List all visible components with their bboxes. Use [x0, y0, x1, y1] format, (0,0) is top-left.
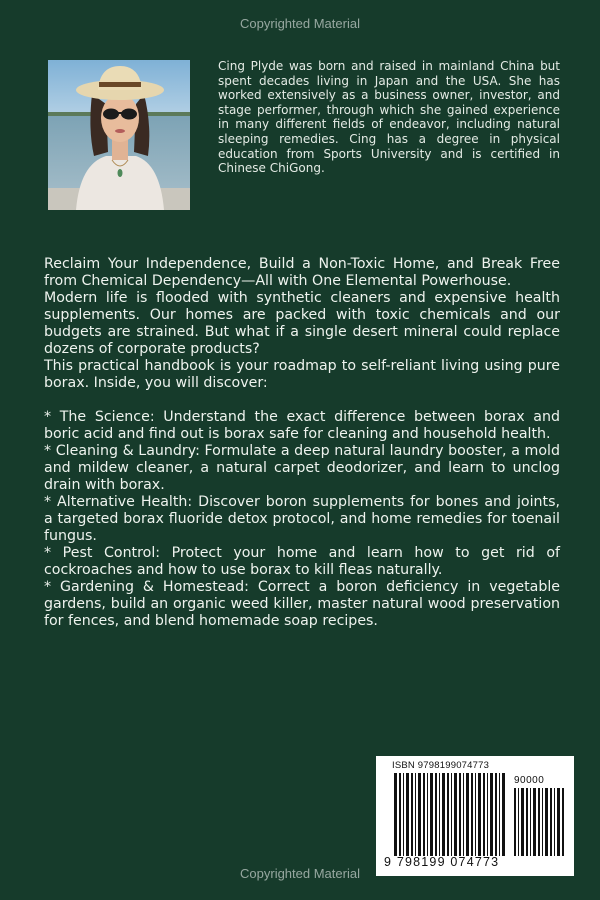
- isbn-digits: 9 798199 074773: [384, 855, 500, 869]
- blurb-bullet-pest: * Pest Control: Protect your home and learn how to get rid of cockroaches and how to use borax to kill fleas naturally.: [44, 545, 560, 578]
- isbn-label: ISBN 9798199074773: [392, 760, 490, 771]
- price-code: 90000: [514, 775, 545, 786]
- barcode-bar: [554, 788, 555, 856]
- barcode-bar: [418, 773, 421, 856]
- barcode-bar: [495, 773, 497, 856]
- barcode-bar: [487, 773, 488, 856]
- barcode-bar: [454, 773, 457, 856]
- barcode-bar: [533, 788, 536, 856]
- barcode-bar: [478, 773, 481, 856]
- barcode-bar: [475, 773, 476, 856]
- author-photo: [48, 60, 190, 210]
- barcode-bar: [430, 773, 433, 856]
- blurb-headline: Reclaim Your Independence, Build a Non-Toxic Home, and Break Free from Chemical Dependency—All with One Elemental Powerhouse.: [44, 256, 560, 289]
- barcode-bar: [466, 773, 469, 856]
- blurb-intro: Modern life is flooded with synthetic cleaners and expensive health supplements. Our homes are packed with toxic chemicals and our budgets are strained. But what if a single desert mineral could replace dozens of corporate products?: [44, 290, 560, 357]
- blurb-bullet-health: * Alternative Health: Discover boron supplements for bones and joints, a targeted borax fluoride detox protocol, and home remedies for toenail fungus.: [44, 494, 560, 544]
- barcode-bar: [451, 773, 452, 856]
- barcode-bar: [394, 773, 397, 856]
- barcode-bar: [557, 788, 560, 856]
- barcode-bar: [459, 773, 461, 856]
- barcode-bar: [427, 773, 428, 856]
- barcode-bar: [447, 773, 449, 856]
- barcode-bar: [463, 773, 464, 856]
- barcode-bar: [406, 773, 409, 856]
- barcode-bar: [521, 788, 524, 856]
- barcode-bar: [439, 773, 440, 856]
- barcode-bar: [415, 773, 416, 856]
- barcode-bar: [542, 788, 543, 856]
- blurb-bullet-cleaning: * Cleaning & Laundry: Formulate a deep natural laundry booster, a mold and mildew cleaner, a natural carpet deodorizer, and learn to unclog drain with borax.: [44, 443, 560, 493]
- barcode-bar: [545, 788, 548, 856]
- watermark-bottom: Copyrighted Material: [240, 866, 360, 881]
- isbn-barcode: [376, 756, 574, 876]
- barcode-bar: [403, 773, 404, 856]
- blurb-bullet-science: * The Science: Understand the exact difference between borax and boric acid and find out is borax safe for cleaning and household health.: [44, 409, 560, 442]
- barcode-bar: [471, 773, 473, 856]
- barcode-bar: [550, 788, 552, 856]
- barcode-bar: [514, 788, 516, 856]
- barcode-bar: [411, 773, 413, 856]
- barcode-bar: [442, 773, 445, 856]
- barcode-bar: [526, 788, 528, 856]
- barcode-bar: [399, 773, 401, 856]
- spacer: [44, 392, 560, 409]
- barcode-bar: [518, 788, 519, 856]
- barcode-bar: [490, 773, 493, 856]
- barcode-bar: [423, 773, 425, 856]
- back-cover-blurb: [44, 256, 560, 630]
- barcode-bar: [562, 788, 564, 856]
- blurb-bullet-garden: * Gardening & Homestead: Correct a boron deficiency in vegetable gardens, build an organic weed killer, master natural wood preservation for fences, and blend homemade soap recipes.: [44, 579, 560, 629]
- blurb-roadmap: This practical handbook is your roadmap to self-reliant living using pure borax. Inside, you will discover:: [44, 358, 560, 391]
- barcode-bar: [502, 773, 505, 856]
- barcode-bar: [499, 773, 500, 856]
- author-portrait-icon: [48, 60, 190, 210]
- author-bio: Cing Plyde was born and raised in mainland China but spent decades living in Japan and the USA. She has worked extensively as a business owner, investor, and stage performer, through which she gained experience in many different fields of endeavor, including natural sleeping remedies. Cing has a degree in physical education from Sports University and is certified in Chinese ChiGong.: [218, 59, 560, 176]
- watermark-top: Copyrighted Material: [240, 16, 360, 31]
- barcode-bar: [435, 773, 437, 856]
- barcode-bar: [530, 788, 531, 856]
- barcode-bar: [538, 788, 540, 856]
- barcode-bar: [483, 773, 485, 856]
